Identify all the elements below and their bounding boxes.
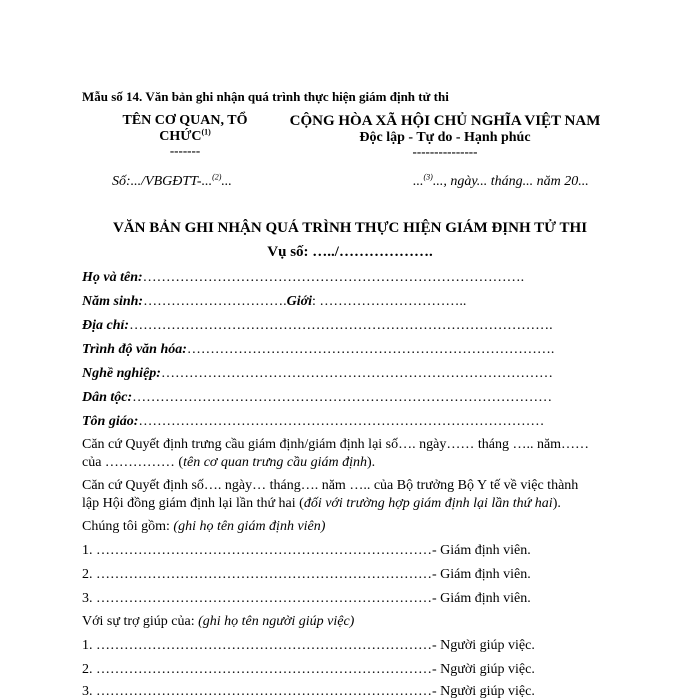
field-name: Họ và tên:……………………………………………………………………….	[82, 270, 525, 285]
field-job: Nghề nghiệp:…………………………………………………………………………	[82, 366, 553, 381]
paragraph-decision-line1: Căn cứ Quyết định trưng cầu giám định/giám định lại số…. ngày…… tháng ….. năm……	[82, 437, 590, 452]
field-birth-gender: Năm sinh:………………………….Giới: …………………………..	[82, 294, 467, 309]
agency-line2: CHỨC$^{(1)}$	[159, 127, 211, 144]
field-religion: Tôn giáo:……………………………………………………………………………	[82, 414, 545, 429]
paragraph-council-line2: lập Hội đồng giám định lại lần thứ hai (đối với trường hợp giám định lại lần thứ hai).	[82, 496, 561, 511]
nation-name: CỘNG HÒA XÃ HỘI CHỦ NGHĨA VIỆT NAM	[289, 113, 601, 129]
assistant-row: 3. ………………………………………………………………- Người giúp việc.	[82, 684, 535, 699]
paragraph-decision-line2: của …………… (tên cơ quan trưng cầu giám định).	[82, 455, 376, 470]
agency-separator: -------	[169, 143, 201, 158]
place-date: ...$^{(3)}$..., ngày... tháng... năm 20...	[413, 172, 589, 189]
experts-intro: Chúng tôi gồm: (ghi họ tên giám định viên)	[82, 519, 326, 534]
motto-separator: ---------------	[412, 144, 478, 159]
field-education: Trình độ văn hóa:…………………………………………………………………….	[82, 342, 555, 357]
expert-row: 3. ………………………………………………………………- Giám định viên.	[82, 591, 531, 606]
assistant-row: 1. ………………………………………………………………- Người giúp việc.	[82, 638, 535, 653]
expert-row: 2. ………………………………………………………………- Giám định viên.	[82, 567, 531, 582]
motto: Độc lập - Tự do - Hạnh phúc	[359, 130, 531, 145]
form-title: Mẫu số 14. Văn bản ghi nhận quá trình thực hiện giám định tử thi	[82, 89, 449, 104]
assistants-intro: Với sự trợ giúp của: (ghi họ tên người giúp việc)	[82, 614, 355, 629]
document-title: VĂN BẢN GHI NHẬN QUÁ TRÌNH THỰC HIỆN GIÁM ĐỊNH TỬ THI	[112, 220, 588, 236]
field-ethnic: Dân tộc:………………………………………………………………………………	[82, 390, 553, 405]
agency-name	[100, 113, 270, 157]
case-number: Vụ số: …../……………….	[267, 244, 433, 260]
assistant-row: 2. ………………………………………………………………- Người giúp việc.	[82, 662, 535, 677]
agency-line1: TÊN CƠ QUAN, TỔ	[122, 113, 248, 128]
national-header	[280, 113, 610, 158]
field-address: Địa chỉ:……………………………………………………………………………….	[82, 318, 553, 333]
paragraph-council-line1: Căn cứ Quyết định số…. ngày… tháng…. năm ….. của Bộ trưởng Bộ Y tế về việc thành	[82, 478, 579, 493]
document-number: Số:.../VBGĐTT-...$^{(2)}$...	[112, 172, 232, 189]
expert-row: 1. ………………………………………………………………- Giám định viên.	[82, 543, 531, 558]
